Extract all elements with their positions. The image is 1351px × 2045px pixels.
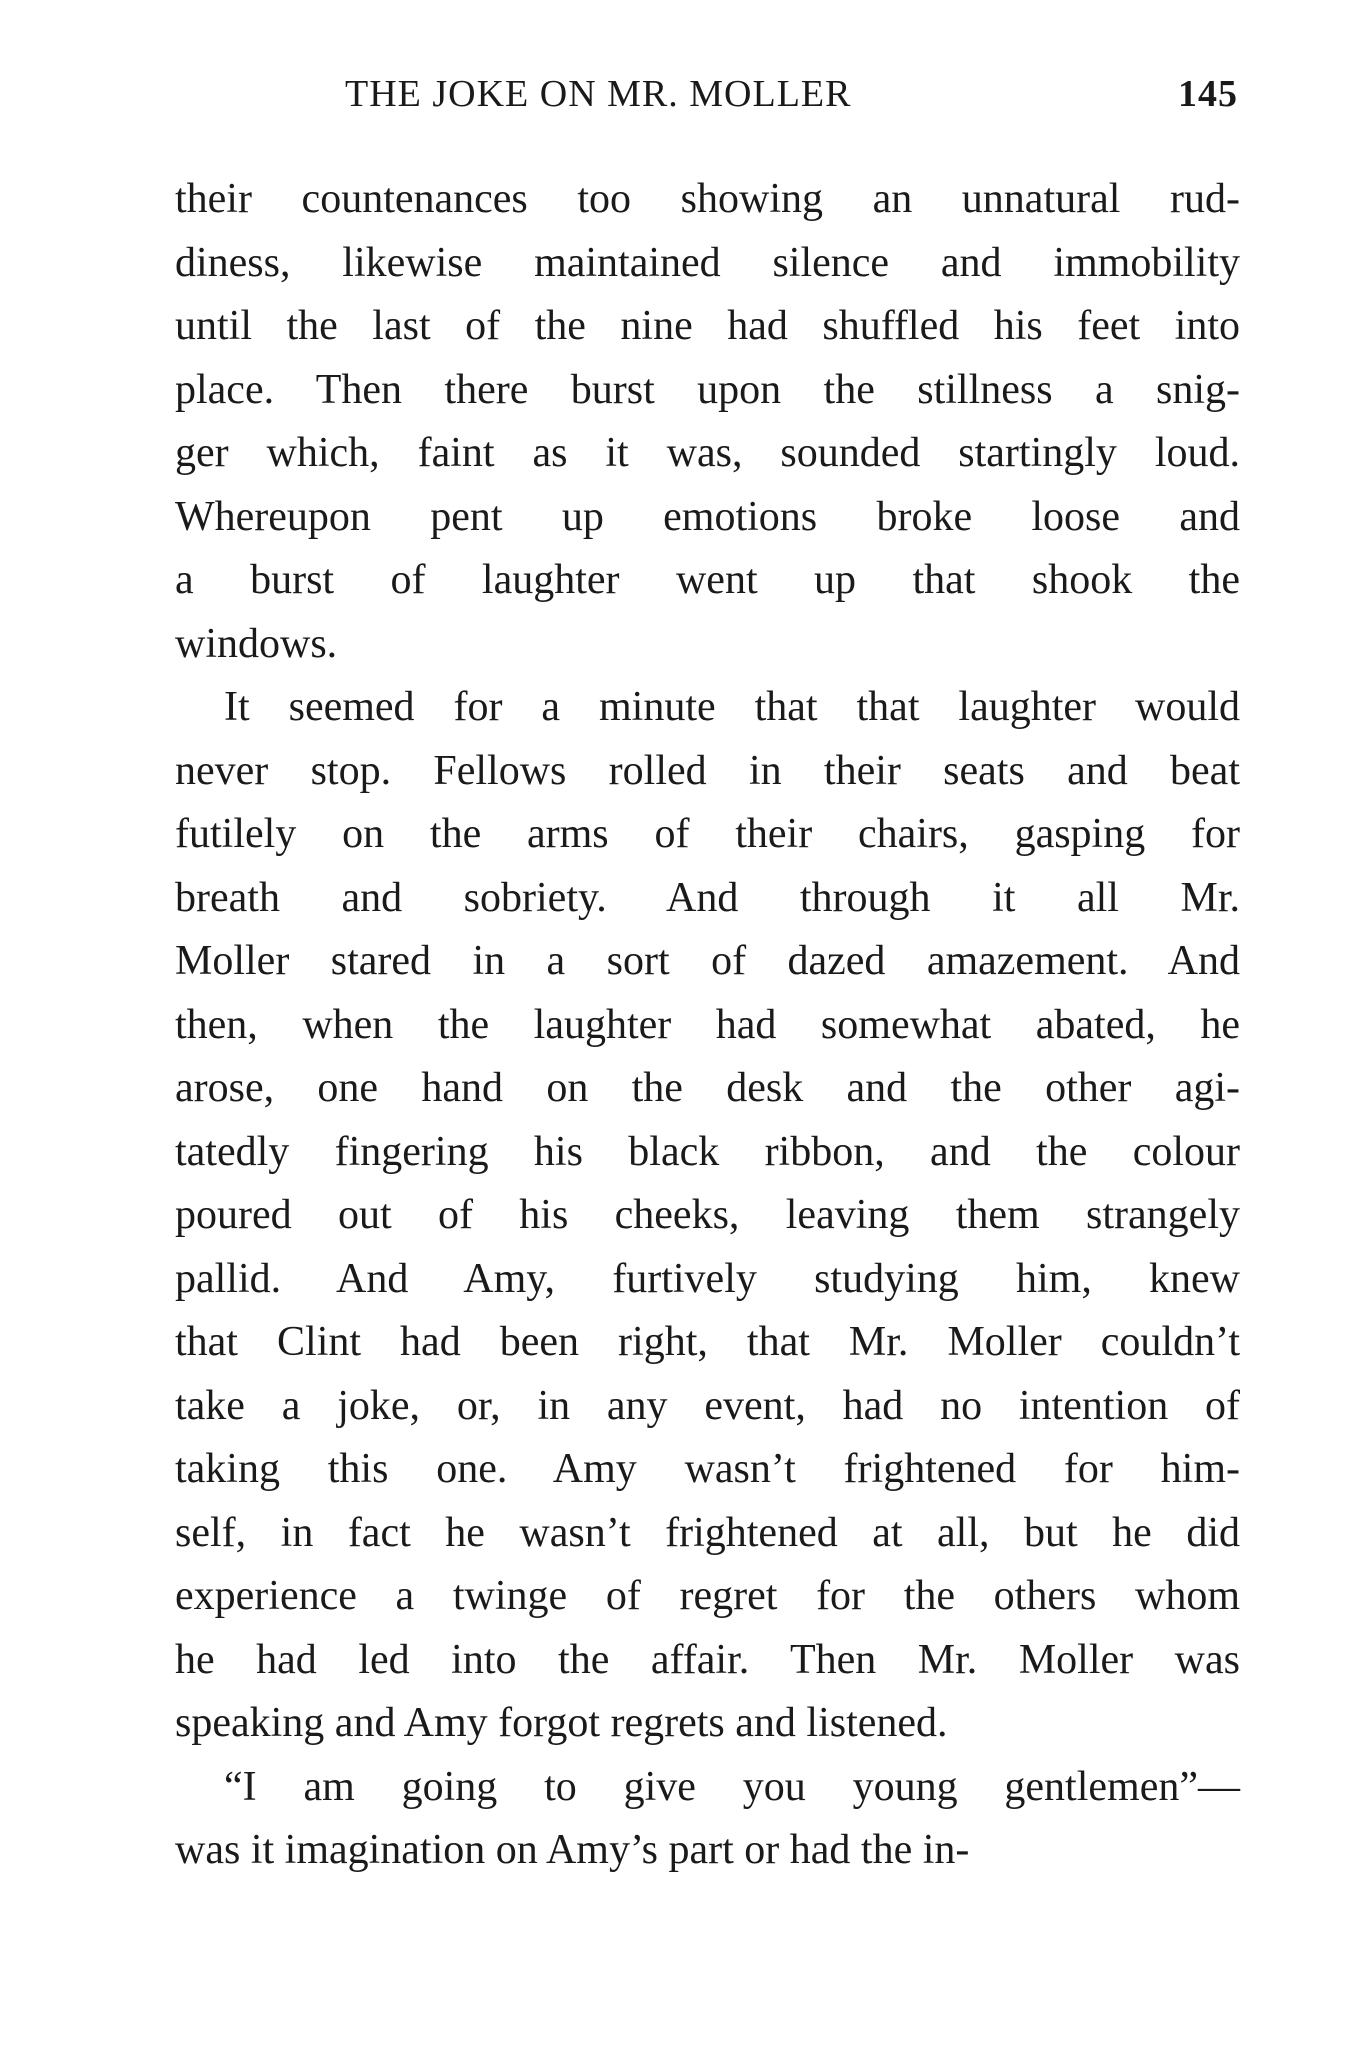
paragraph xyxy=(175,168,1240,676)
body-text xyxy=(175,168,1240,1883)
text-line: Moller stared in a sort of dazed amazement. And xyxy=(175,938,1240,984)
text-line: arose, one hand on the desk and the other agi- xyxy=(175,1065,1240,1111)
text-line: then, when the laughter had somewhat abated, he xyxy=(175,1001,1240,1048)
text-line: diness, likewise maintained silence and immobility xyxy=(175,239,1240,286)
text-line: take a joke, or, in any event, had no intention of xyxy=(175,1382,1240,1429)
text-line: It seemed for a minute that that laughter would xyxy=(224,684,1240,730)
text-line: a burst of laughter went up that shook the xyxy=(175,557,1240,603)
text-line: self, in fact he wasn’t frightened at all, but he did xyxy=(175,1509,1240,1556)
text-line: until the last of the nine had shuffled his feet into xyxy=(175,303,1240,349)
text-line: “I am going to give you young gentlemen”— xyxy=(224,1763,1240,1810)
text-line: breath and sobriety. And through it all Mr. xyxy=(175,874,1240,921)
text-line: taking this one. Amy wasn’t frightened for him- xyxy=(175,1446,1240,1492)
page-number: 145 xyxy=(1178,73,1238,115)
text-line: futilely on the arms of their chairs, gasping for xyxy=(175,811,1240,857)
text-line: place. Then there burst upon the stillness a snig- xyxy=(175,366,1240,413)
text-line: their countenances too showing an unnatural rud- xyxy=(175,176,1240,222)
paragraph xyxy=(175,676,1240,1756)
text-line: poured out of his cheeks, leaving them strangely xyxy=(175,1192,1240,1238)
paragraph xyxy=(175,1756,1240,1883)
text-line: was it imagination on Amy’s part or had the in- xyxy=(175,1827,970,1873)
text-line: he had led into the affair. Then Mr. Moller was xyxy=(175,1636,1240,1683)
text-line: experience a twinge of regret for the others whom xyxy=(175,1573,1240,1619)
text-line: speaking and Amy forgot regrets and listened. xyxy=(175,1700,948,1746)
text-line: pallid. And Amy, furtively studying him, knew xyxy=(175,1255,1240,1302)
text-line: Whereupon pent up emotions broke loose and xyxy=(175,493,1240,540)
running-header xyxy=(175,72,1240,122)
text-line: never stop. Fellows rolled in their seats and beat xyxy=(175,747,1240,794)
text-line: windows. xyxy=(175,620,338,667)
text-line: that Clint had been right, that Mr. Moller couldn’t xyxy=(175,1319,1240,1365)
text-line: tatedly fingering his black ribbon, and the colour xyxy=(175,1128,1240,1175)
running-title: THE JOKE ON MR. MOLLER xyxy=(345,73,852,115)
text-line: ger which, faint as it was, sounded startingly loud. xyxy=(175,430,1240,476)
